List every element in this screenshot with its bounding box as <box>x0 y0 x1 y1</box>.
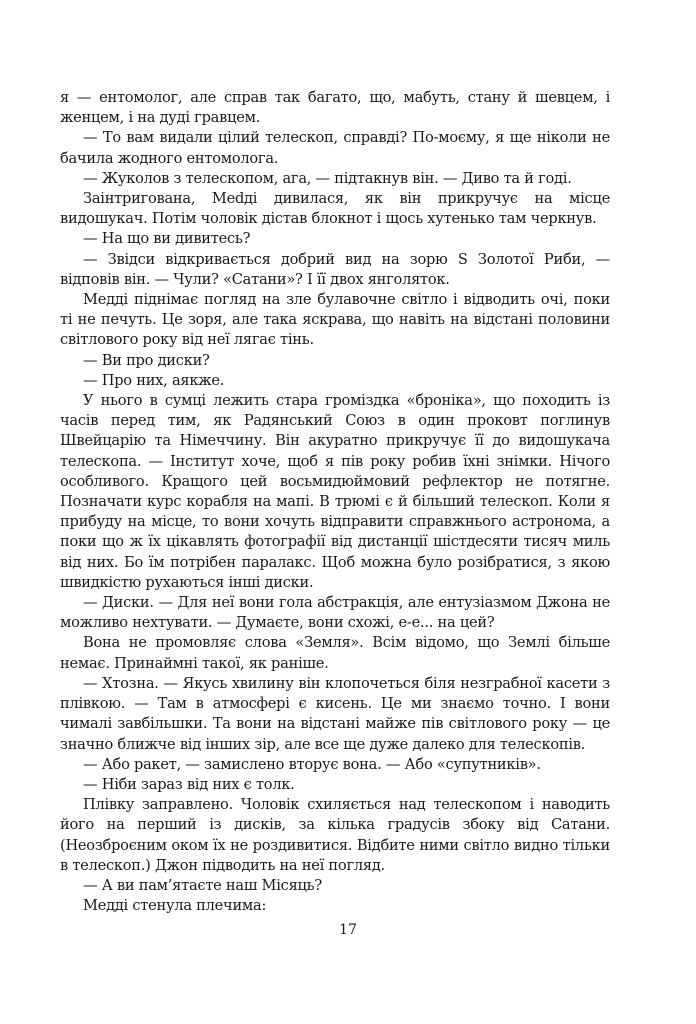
paragraph: Медді стенула плечима: <box>83 897 267 915</box>
paragraph: — Хтозна. — Якусь хвилину він клопочеться біля незграбної касети з плівкою. — Там в атмосфері є кисень. Це ми знаємо точно. І вони чималі завбільшки. Та вони на відстані майже пів світлового року — це значно ближче від інших зір, але все ще дуже далеко для телескопів. <box>60 674 610 753</box>
paragraph: — Жуколов з телескопом, ага, — підтакнув він. — Диво та й годі. <box>83 169 572 187</box>
paragraph: — Диски. — Для неї вони гола абстракція, але ентузіазмом Джона не можливо нехтувати. — Думаєте, вони схожі, е-е... на цей? <box>60 594 610 632</box>
paragraph: Заінтригована, Мedді дивилася, як він прикручує на місце видошукач. Потім чоловік дістав блокнот і щось хутенько там черкнув. <box>60 190 610 228</box>
page-body <box>60 88 610 916</box>
paragraph: — То вам видали цілий телескоп, справді? По-моєму, я ще ніколи не бачила жодного ентомолога. <box>60 129 610 167</box>
paragraph: — Ви про диски? <box>83 351 210 369</box>
paragraph: — А ви пам’ятаєте наш Місяць? <box>83 876 322 894</box>
paragraph: — На що ви дивитесь? <box>83 230 251 248</box>
paragraph: У нього в сумці лежить стара громіздка «броніка», що походить із часів перед тим, як Радянський Союз в один проковт поглинув Швейцарію та Німеччину. Він акуратно прикручує її до видошукача телескопа. — Інститут хоче, щоб я пів року робив їхні знімки. Нічого особливого. Кращого цей восьмидюймовий рефлектор не потягне. Позначати курс корабля на мапі. В трюмі є й більший телескоп. Коли я прибуду на місце, то вони хочуть відправити справжнього астронома, а поки що ж їх цікавлять фотографії від дистанції шістдесяти тисяч миль від них. Бо їм потрібен паралакс. Щоб можна було розібратися, з якою швидкістю рухаються інші диски. <box>60 392 610 591</box>
paragraph: — Або ракет, — замислено вторує вона. — Або «супутників». <box>83 755 541 773</box>
paragraph: я — ентомолог, але справ так багато, що, мабуть, стану й шевцем, і женцем, і на дуді гравцем. <box>60 89 610 127</box>
page-number: 17 <box>339 922 357 938</box>
paragraph: — Звідси відкривається добрий вид на зорю S Золотої Риби, — відповів він. — Чули? «Сатани»? І її двох янголяток. <box>60 250 610 288</box>
paragraph: — Про них, аякже. <box>83 371 225 389</box>
paragraph: Медді піднімає погляд на зле булавочне світло і відводить очі, поки ті не печуть. Це зоря, але така яскрава, що навіть на відстані половини світлового року від неї лягає тінь. <box>60 291 610 349</box>
paragraph: Плівку заправлено. Чоловік схиляється над телескопом і наводить його на перший із дисків, за кілька градусів збоку від Сатани. (Неозброєним оком їх не роздивитися. Відбите ними світло видно тільки в телескоп.) Джон підводить на неї погляд. <box>60 796 610 874</box>
paragraph: Вона не промовляє слова «Земля». Всім відомо, що Землі більше немає. Принаймні такої, як раніше. <box>60 634 610 672</box>
paragraph: — Ніби зараз від них є толк. <box>83 775 295 793</box>
